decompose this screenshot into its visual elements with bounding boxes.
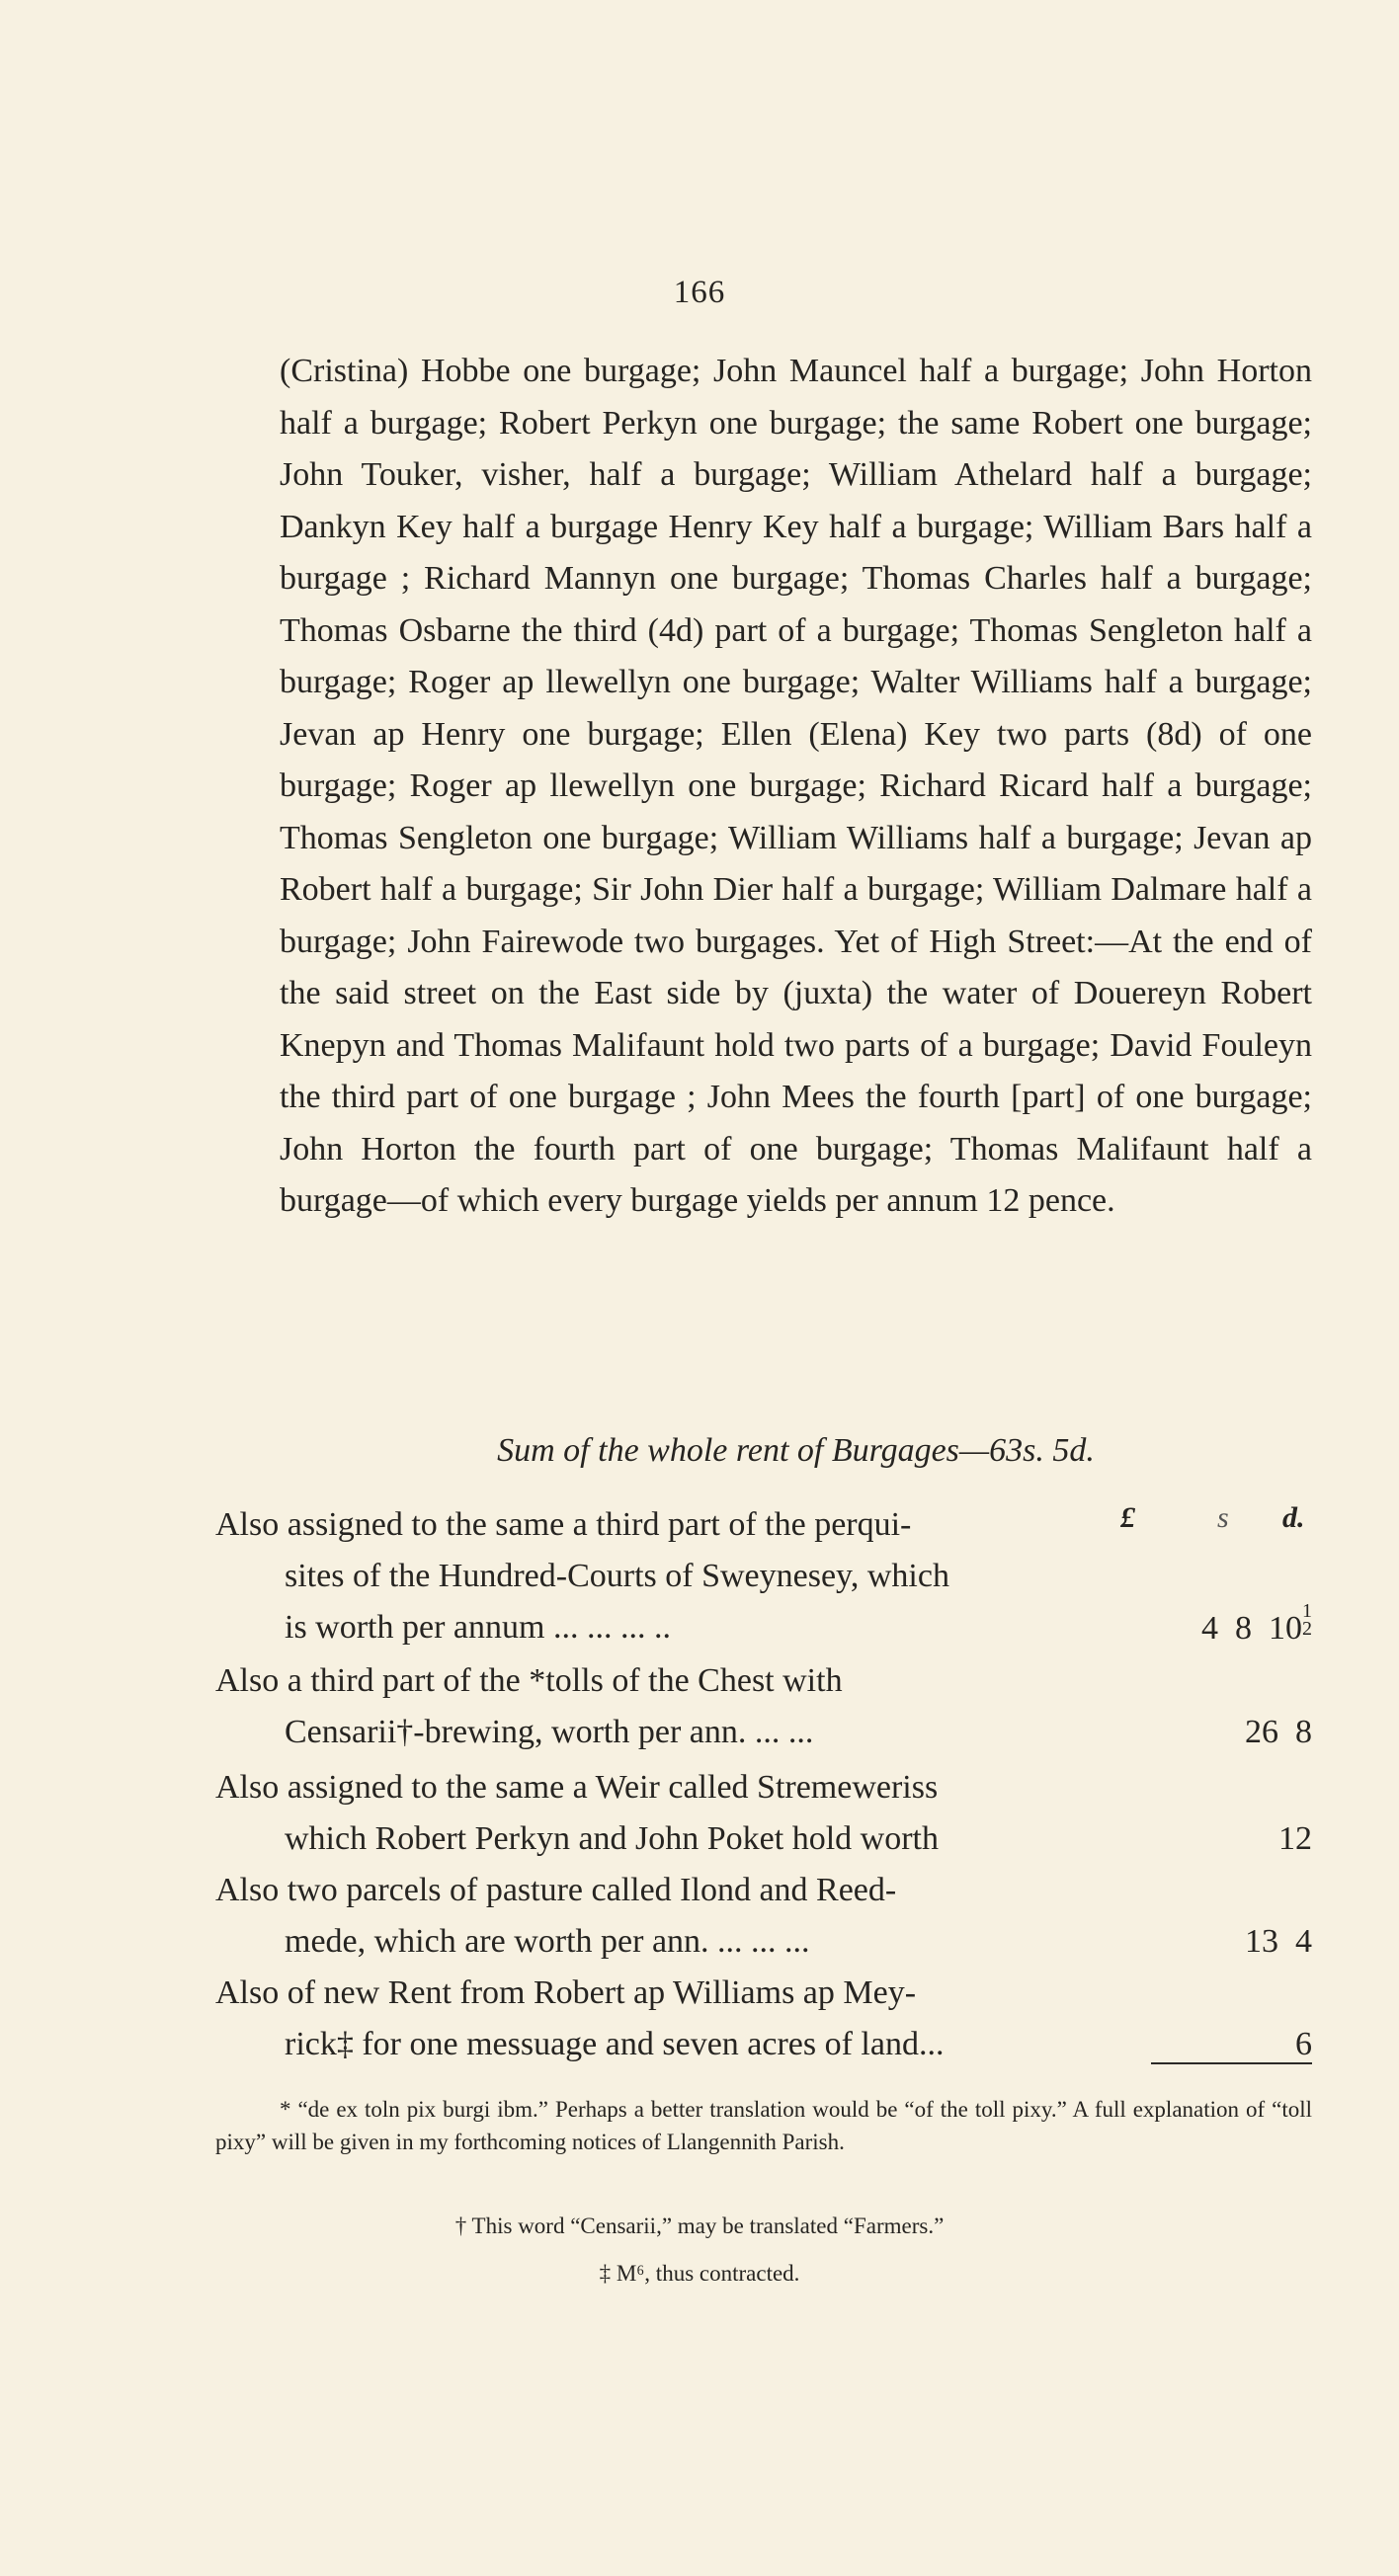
item-line: Also of new Rent from Robert ap Williams ap Mey- <box>215 1974 917 2011</box>
footnote-contraction: ‡ M⁶, thus contracted. <box>599 2261 800 2286</box>
item-line <box>215 1707 1312 1758</box>
item-amount <box>1201 1602 1312 1654</box>
item-line: Also two parcels of pasture called Ilond and Reed- <box>215 1872 897 1908</box>
item-line <box>215 1813 1312 1865</box>
ledger-item-pasture <box>215 1865 1312 1968</box>
sum-line: Sum of the whole rent of Burgages—63s. 5d. <box>497 1432 1095 1469</box>
ledger-item-weir <box>215 1762 1312 1865</box>
ledger-item-perquisites <box>215 1499 1312 1653</box>
body-paragraph: (Cristina) Hobbe one burgage; John Mauncel half a burgage; John Horton half a burgage; Robert Perkyn one burgage; the same Robert one burgage; John Touker, visher, half a burgage; William Athelard half a burgage; Dankyn Key half a burgage Henry Key half a burgage; William Bars half a burgage ; Richard Mannyn one burgage; Thomas Charles half a burgage; Thomas Osbarne the third (4d) part of a burgage; Thomas Sengleton half a burgage; Roger ap llewellyn one burgage; Walter Williams half a burgage; Jevan ap Henry one burgage; Ellen (Elena) Key two parts (8d) of one burgage; Roger ap llewellyn one burgage; Richard Ricard half a burgage; Thomas Sengleton one burgage; William Williams half a burgage; Jevan ap Robert half a burgage; Sir John Dier half a burgage; William Dalmare half a burgage; John Fairewode two burgages. Yet of High Street:—At the end of the said street on the East side by (juxta) the water of Douereyn Robert Knepyn and Thomas Malifaunt hold two parts of a burgage; David Fouleyn the third part of one burgage ; John Mees the fourth [part] of one burgage; John Horton the fourth part of one burgage; Thomas Malifaunt half a burgage—of which every burgage yields per annum 12 pence. <box>280 353 1312 1219</box>
footnote-tolls: * “de ex toln pix burgi ibm.” Perhaps a better translation would be “of the toll pixy.” A full explanation of “toll pixy” will be given in my forthcoming notices of Llangennith Parish. <box>215 2097 1312 2154</box>
item-line-text: is worth per annum ... ... ... .. <box>285 1609 671 1646</box>
fraction-denominator: 2 <box>1302 1618 1312 1640</box>
item-amount: 12 <box>1278 1820 1312 1857</box>
page-number: 166 <box>673 275 726 310</box>
item-amount: 13 4 <box>1245 1923 1312 1960</box>
item-line-text: rick‡ for one messuage and seven acres of land... <box>285 2026 945 2062</box>
item-line <box>215 1602 1312 1653</box>
item-line: Also assigned to the same a Weir called Stremeweriss <box>215 1769 939 1806</box>
item-line: Also a third part of the *tolls of the Chest with <box>215 1662 843 1699</box>
item-line: Also assigned to the same a third part of the perqui- <box>215 1506 912 1543</box>
ledger-item-tolls <box>215 1655 1312 1758</box>
half-fraction <box>1302 1602 1312 1638</box>
item-amount: 26 8 <box>1245 1714 1312 1750</box>
item-line <box>215 1916 1312 1968</box>
shilling-column-header: s <box>1217 1501 1229 1534</box>
footnote-censarii: † This word “Censarii,” may be translated “Farmers.” <box>454 2214 945 2238</box>
pound-column-header: £ <box>1120 1501 1135 1534</box>
item-amount: 6 <box>1295 2026 1312 2062</box>
item-line-text: which Robert Perkyn and John Poket hold worth <box>285 1820 939 1857</box>
fraction-numerator: 1 <box>1302 1600 1312 1622</box>
amount-value: 4 8 10 <box>1201 1610 1302 1647</box>
total-rule <box>1151 2062 1312 2064</box>
item-line-text: Censarii†-brewing, worth per ann. ... ... <box>285 1714 814 1750</box>
pence-column-header: d. <box>1282 1501 1305 1534</box>
item-line: sites of the Hundred-Courts of Sweynesey, which <box>285 1558 949 1594</box>
item-line <box>215 2019 1312 2070</box>
item-line-text: mede, which are worth per ann. ... ... ... <box>285 1923 810 1960</box>
ledger-item-new-rent <box>215 1968 1312 2070</box>
